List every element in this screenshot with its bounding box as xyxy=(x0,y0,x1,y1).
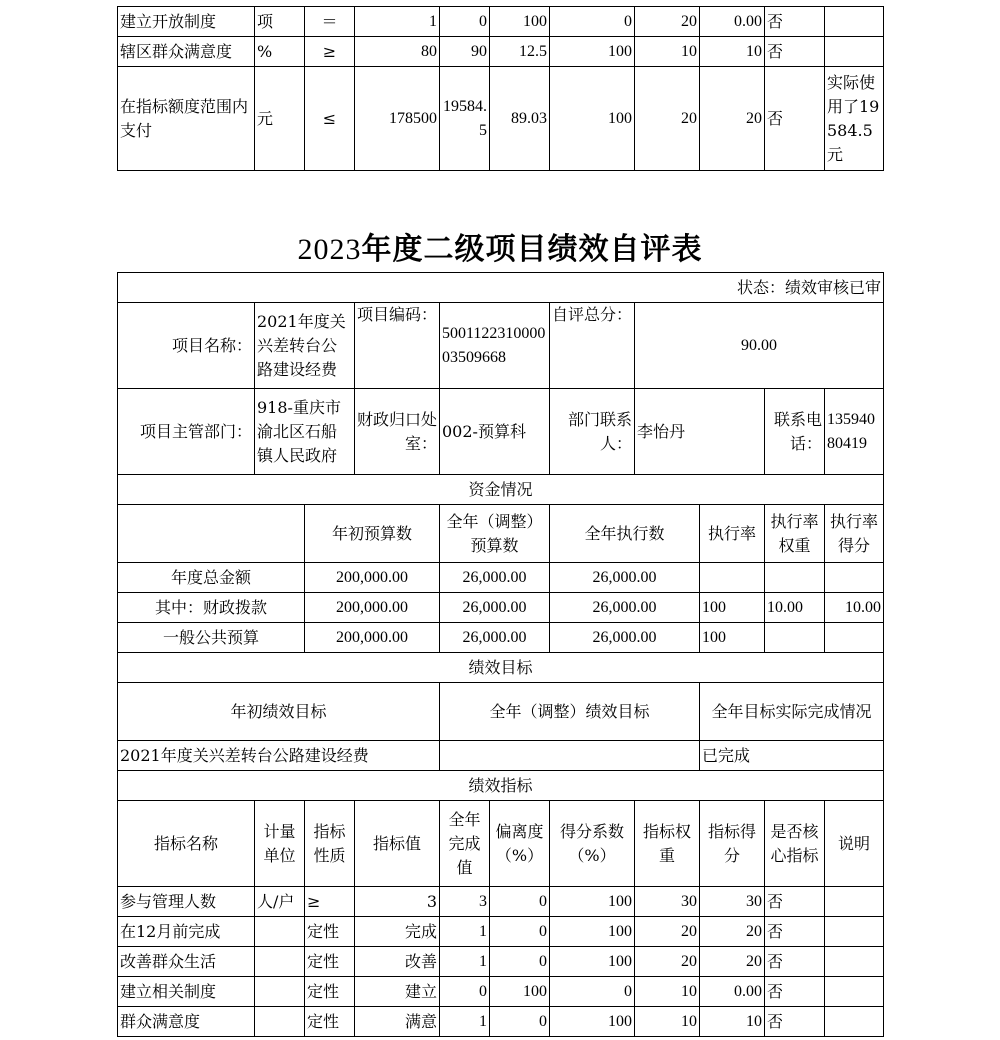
ind-header-core: 是否核心指标 xyxy=(765,801,825,887)
project-name-value: 2021年度关兴差转台公路建设经费 xyxy=(255,303,355,389)
ind-header-name: 指标名称 xyxy=(118,801,255,887)
indicator-weight: 20 xyxy=(635,7,700,37)
indicator-coef: 100 xyxy=(550,37,635,67)
indicator-nature: 定性 xyxy=(305,947,355,977)
indicator-core: 否 xyxy=(765,7,825,37)
funds-score xyxy=(825,563,884,593)
funds-adjusted: 26,000.00 xyxy=(440,593,550,623)
project-code-value: 500112231000003509668 xyxy=(440,303,550,389)
indicator-core: 否 xyxy=(765,1007,825,1037)
funds-executed: 26,000.00 xyxy=(550,593,700,623)
continued-indicator-rows xyxy=(118,7,884,171)
indicator-nature: 定性 xyxy=(305,1007,355,1037)
project-code-label: 项目编码： xyxy=(355,303,440,389)
ind-header-weight: 指标权重 xyxy=(635,801,700,887)
funds-header-weight: 执行率权重 xyxy=(765,505,825,563)
indicator-actual: 0 xyxy=(440,977,490,1007)
indicator-weight: 10 xyxy=(635,1007,700,1037)
indicator-coef: 100 xyxy=(550,887,635,917)
table-row xyxy=(118,887,884,917)
continued-indicator-table xyxy=(117,6,884,171)
indicator-unit: 项 xyxy=(255,7,305,37)
indicator-deviation: 100 xyxy=(490,977,550,1007)
indicator-score: 0.00 xyxy=(700,977,765,1007)
funds-initial: 200,000.00 xyxy=(305,593,440,623)
office-value: 002-预算科 xyxy=(440,389,550,475)
ind-header-nature: 指标性质 xyxy=(305,801,355,887)
funds-row xyxy=(118,563,884,593)
indicator-score: 0.00 xyxy=(700,7,765,37)
indicator-unit: 人/户 xyxy=(255,887,305,917)
indicator-target: 3 xyxy=(355,887,440,917)
indicator-unit: 元 xyxy=(255,67,305,171)
title-year: 2023 xyxy=(297,233,362,266)
indicator-deviation: 0 xyxy=(490,1007,550,1037)
indicator-note xyxy=(825,37,884,67)
table-row xyxy=(118,977,884,1007)
indicator-actual: 19584.5 xyxy=(440,67,490,171)
indicator-unit xyxy=(255,917,305,947)
indicator-name: 群众满意度 xyxy=(118,1007,255,1037)
indicator-deviation: 0 xyxy=(490,947,550,977)
indicator-unit xyxy=(255,977,305,1007)
indicator-nature: ≤ xyxy=(305,67,355,171)
indicator-weight: 10 xyxy=(635,37,700,67)
table-row xyxy=(118,7,884,37)
indicator-target: 改善 xyxy=(355,947,440,977)
indicator-name: 参与管理人数 xyxy=(118,887,255,917)
indicator-name: 建立开放制度 xyxy=(118,7,255,37)
dept-label: 项目主管部门： xyxy=(118,389,255,475)
indicator-weight: 20 xyxy=(635,917,700,947)
indicator-name: 在指标额度范围内支付 xyxy=(118,67,255,171)
funds-row xyxy=(118,623,884,653)
table-row xyxy=(118,1007,884,1037)
indicator-actual: 1 xyxy=(440,1007,490,1037)
indicator-target: 完成 xyxy=(355,917,440,947)
funds-header-rate: 执行率 xyxy=(700,505,765,563)
funds-adjusted: 26,000.00 xyxy=(440,563,550,593)
dept-value: 918-重庆市渝北区石船镇人民政府 xyxy=(255,389,355,475)
indicator-score: 10 xyxy=(700,37,765,67)
indicator-core: 否 xyxy=(765,917,825,947)
indicator-deviation: 100 xyxy=(490,7,550,37)
indicator-core: 否 xyxy=(765,67,825,171)
funds-score xyxy=(825,623,884,653)
indicator-score: 30 xyxy=(700,887,765,917)
ind-header-note: 说明 xyxy=(825,801,884,887)
indicator-deviation: 12.5 xyxy=(490,37,550,67)
table-row xyxy=(118,37,884,67)
indicator-coef: 100 xyxy=(550,1007,635,1037)
indicator-score: 20 xyxy=(700,947,765,977)
indicator-score: 20 xyxy=(700,67,765,171)
section-row xyxy=(118,653,884,683)
ind-header-target: 指标值 xyxy=(355,801,440,887)
indicator-core: 否 xyxy=(765,37,825,67)
self-score-label: 自评总分： xyxy=(550,303,635,389)
indicator-target: 建立 xyxy=(355,977,440,1007)
indicator-coef: 100 xyxy=(550,947,635,977)
indicator-actual: 90 xyxy=(440,37,490,67)
funds-initial: 200,000.00 xyxy=(305,623,440,653)
funds-header-executed: 全年执行数 xyxy=(550,505,700,563)
indicator-nature: 定性 xyxy=(305,917,355,947)
status-text: 状态：绩效审核已审 xyxy=(118,273,884,303)
page-title xyxy=(0,224,1000,268)
goals-row xyxy=(118,741,884,771)
indicator-unit xyxy=(255,947,305,977)
indicator-unit xyxy=(255,1007,305,1037)
indicator-score: 10 xyxy=(700,1007,765,1037)
goals-completion: 已完成 xyxy=(700,741,884,771)
indicator-weight: 30 xyxy=(635,887,700,917)
indicators-section-title: 绩效指标 xyxy=(118,771,884,801)
indicator-coef: 100 xyxy=(550,917,635,947)
funds-adjusted: 26,000.00 xyxy=(440,623,550,653)
funds-row-label: 一般公共预算 xyxy=(118,623,305,653)
ind-header-unit: 计量单位 xyxy=(255,801,305,887)
indicator-deviation: 0 xyxy=(490,887,550,917)
section-row xyxy=(118,475,884,505)
indicator-coef: 100 xyxy=(550,67,635,171)
indicator-rows xyxy=(118,887,884,1037)
funds-row xyxy=(118,593,884,623)
indicator-note xyxy=(825,947,884,977)
indicator-target: 178500 xyxy=(355,67,440,171)
funds-weight xyxy=(765,623,825,653)
contact-label: 部门联系人： xyxy=(550,389,635,475)
indicator-weight: 20 xyxy=(635,947,700,977)
indicator-note xyxy=(825,1007,884,1037)
evaluation-table xyxy=(117,272,884,1037)
indicator-unit: % xyxy=(255,37,305,67)
funds-rate: 100 xyxy=(700,593,765,623)
table-row xyxy=(118,917,884,947)
funds-header-blank xyxy=(118,505,305,563)
funds-rate xyxy=(700,563,765,593)
funds-executed: 26,000.00 xyxy=(550,563,700,593)
phone-label: 联系电话： xyxy=(765,389,825,475)
goals-adjusted xyxy=(440,741,700,771)
funds-weight xyxy=(765,563,825,593)
funds-section-title: 资金情况 xyxy=(118,475,884,505)
indicator-actual: 0 xyxy=(440,7,490,37)
ind-header-actual: 全年完成值 xyxy=(440,801,490,887)
funds-row-label: 年度总金额 xyxy=(118,563,305,593)
ind-header-score: 指标得分 xyxy=(700,801,765,887)
table-row xyxy=(118,67,884,171)
goals-header-row xyxy=(118,683,884,741)
indicator-nature: ≥ xyxy=(305,887,355,917)
indicator-core: 否 xyxy=(765,947,825,977)
indicator-weight: 20 xyxy=(635,67,700,171)
indicator-name: 建立相关制度 xyxy=(118,977,255,1007)
indicator-weight: 10 xyxy=(635,977,700,1007)
indicator-actual: 1 xyxy=(440,917,490,947)
section-row xyxy=(118,771,884,801)
funds-header-initial: 年初预算数 xyxy=(305,505,440,563)
funds-header-score: 执行率得分 xyxy=(825,505,884,563)
indicator-score: 20 xyxy=(700,917,765,947)
indicator-actual: 1 xyxy=(440,947,490,977)
funds-header-row xyxy=(118,505,884,563)
ind-header-deviation: 偏离度（%） xyxy=(490,801,550,887)
indicator-note xyxy=(825,917,884,947)
funds-initial: 200,000.00 xyxy=(305,563,440,593)
funds-rate: 100 xyxy=(700,623,765,653)
indicator-deviation: 0 xyxy=(490,917,550,947)
indicator-name: 改善群众生活 xyxy=(118,947,255,977)
funds-executed: 26,000.00 xyxy=(550,623,700,653)
contact-value: 李怡丹 xyxy=(635,389,765,475)
indicator-deviation: 89.03 xyxy=(490,67,550,171)
indicator-note xyxy=(825,887,884,917)
goals-header-completion: 全年目标实际完成情况 xyxy=(700,683,884,741)
indicators-header-row xyxy=(118,801,884,887)
indicator-nature: 定性 xyxy=(305,977,355,1007)
indicator-nature: ＝ xyxy=(305,7,355,37)
office-label: 财政归口处室： xyxy=(355,389,440,475)
indicator-nature: ≥ xyxy=(305,37,355,67)
indicator-note xyxy=(825,7,884,37)
goals-header-initial: 年初绩效目标 xyxy=(118,683,440,741)
goals-section-title: 绩效目标 xyxy=(118,653,884,683)
indicator-note xyxy=(825,977,884,1007)
table-row xyxy=(118,947,884,977)
indicator-target: 80 xyxy=(355,37,440,67)
self-score-value: 90.00 xyxy=(635,303,884,389)
title-text: 年度二级项目绩效自评表 xyxy=(361,232,703,267)
indicator-core: 否 xyxy=(765,977,825,1007)
goals-header-adjusted: 全年（调整）绩效目标 xyxy=(440,683,700,741)
indicator-note: 实际使用了19584.5元 xyxy=(825,67,884,171)
project-info-row xyxy=(118,389,884,475)
indicator-coef: 0 xyxy=(550,7,635,37)
funds-score: 10.00 xyxy=(825,593,884,623)
indicator-target: 1 xyxy=(355,7,440,37)
indicator-actual: 3 xyxy=(440,887,490,917)
funds-header-adjusted: 全年（调整）预算数 xyxy=(440,505,550,563)
phone-value: 13594080419 xyxy=(825,389,884,475)
indicator-target: 满意 xyxy=(355,1007,440,1037)
project-info-row xyxy=(118,303,884,389)
indicator-name: 辖区群众满意度 xyxy=(118,37,255,67)
indicator-core: 否 xyxy=(765,887,825,917)
indicator-name: 在12月前完成 xyxy=(118,917,255,947)
funds-weight: 10.00 xyxy=(765,593,825,623)
project-name-label: 项目名称： xyxy=(118,303,255,389)
funds-row-label: 其中：财政拨款 xyxy=(118,593,305,623)
status-row xyxy=(118,273,884,303)
goals-initial: 2021年度关兴差转台公路建设经费 xyxy=(118,741,440,771)
indicator-coef: 0 xyxy=(550,977,635,1007)
ind-header-coef: 得分系数（%） xyxy=(550,801,635,887)
